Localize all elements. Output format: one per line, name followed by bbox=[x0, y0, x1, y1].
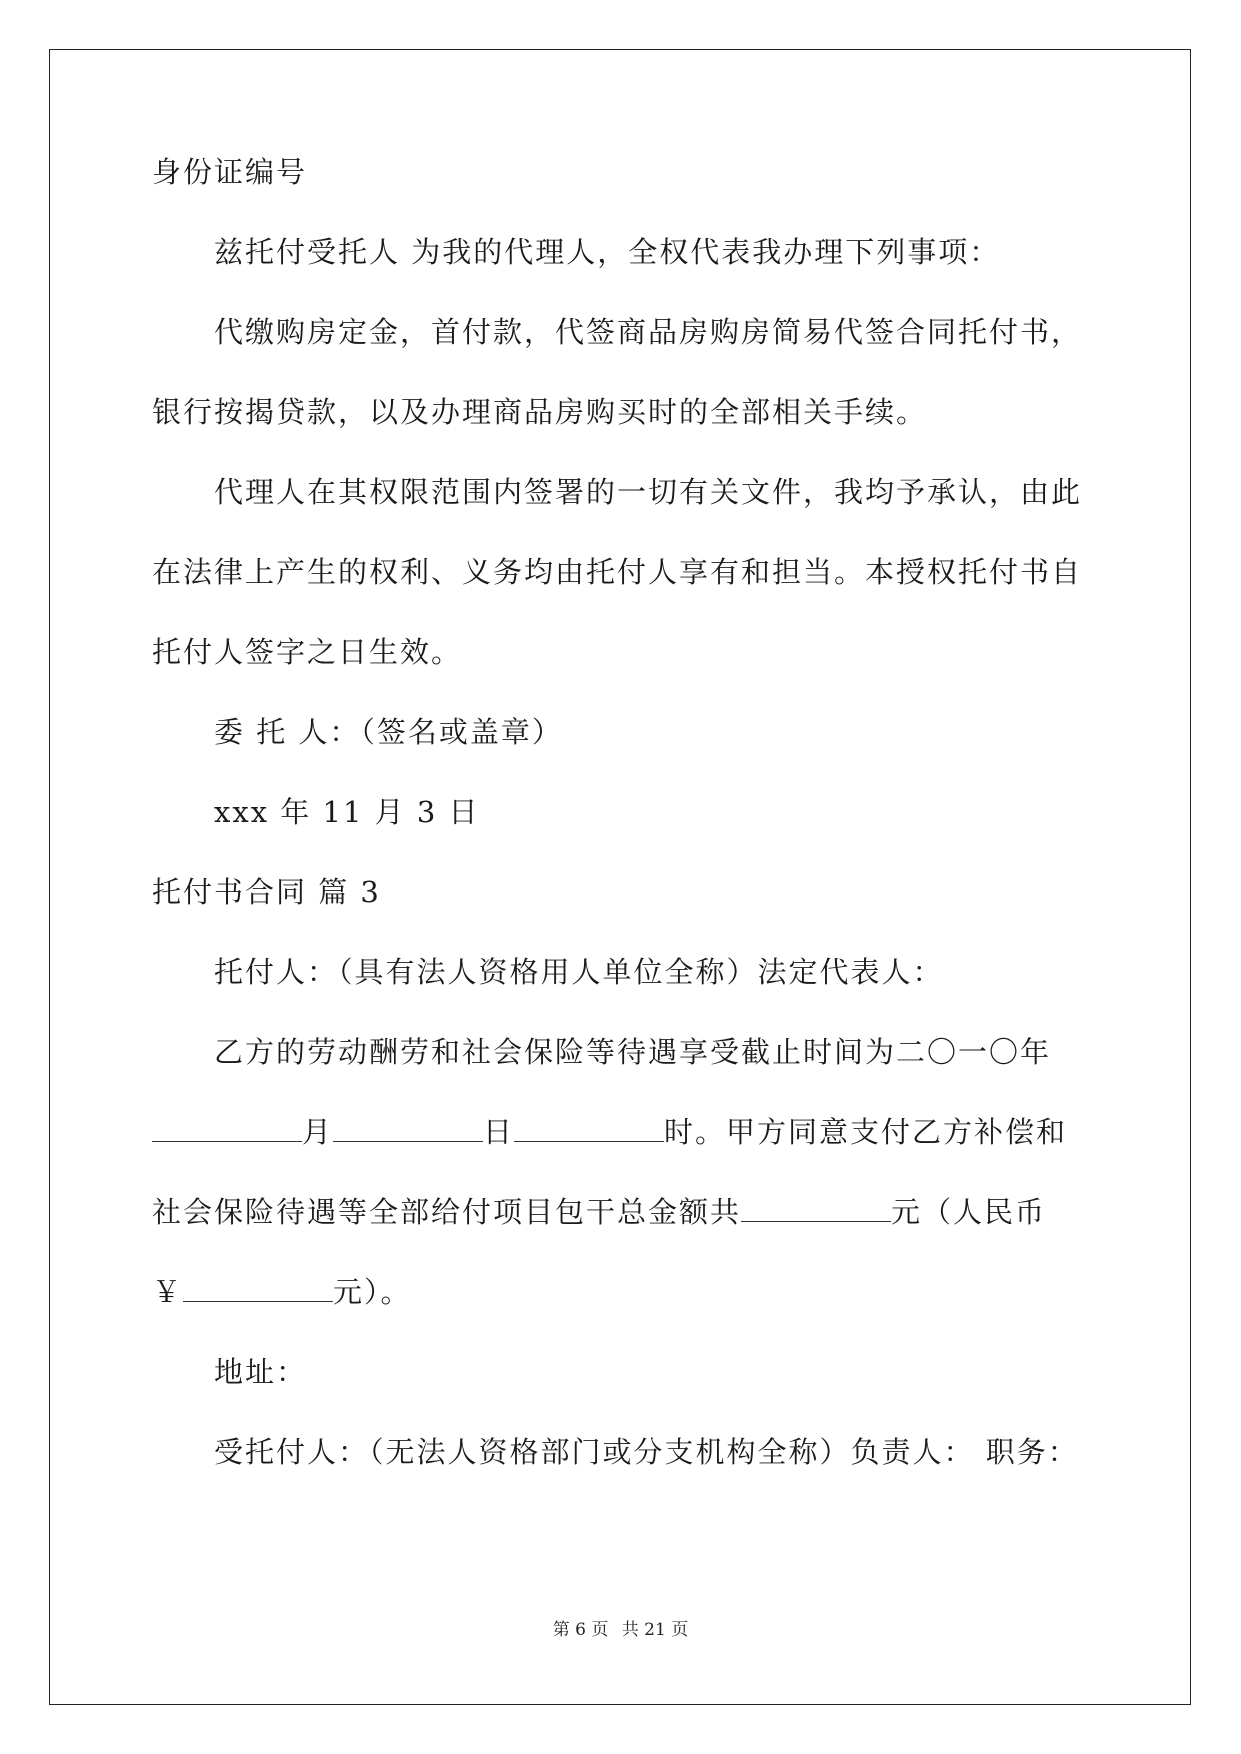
day-label: 日 bbox=[483, 1115, 515, 1149]
paragraph-matters-line-1: 代缴购房定金，首付款，代签商品房购房简易代签合同托付书， bbox=[214, 315, 1083, 349]
total-amount-label: 社会保险待遇等全部给付项目包干总金额共 bbox=[152, 1195, 742, 1229]
date-line: xxx 年 11 月 3 日 bbox=[214, 795, 480, 829]
paragraph-appoint-agent: 兹托付受托人 为我的代理人，全权代表我办理下列事项： bbox=[214, 235, 1001, 269]
paragraph-acknowledge-line-3: 托付人签字之日生效。 bbox=[152, 635, 463, 669]
principal-line: 托付人：（具有法人资格用人单位全称）法定代表人： bbox=[214, 955, 944, 989]
blank-day bbox=[333, 1113, 483, 1142]
month-label: 月 bbox=[302, 1115, 334, 1149]
section-heading: 托付书合同 篇 3 bbox=[152, 875, 381, 909]
address-label: 地址： bbox=[214, 1355, 308, 1389]
blank-month bbox=[152, 1113, 302, 1142]
paragraph-remuneration-line-2 bbox=[152, 1112, 1067, 1152]
paragraph-acknowledge-line-1: 代理人在其权限范围内签署的一切有关文件，我均予承认，由此 bbox=[214, 475, 1083, 509]
yuan-symbol: ￥ bbox=[152, 1275, 184, 1309]
paragraph-acknowledge-line-2: 在法律上产生的权利、义务均由托付人享有和担当。本授权托付书自 bbox=[152, 555, 1083, 589]
blank-amount-figures bbox=[183, 1273, 333, 1302]
paragraph-remuneration-line-1: 乙方的劳动酬劳和社会保险等待遇享受截止时间为二〇一〇年 bbox=[214, 1035, 1052, 1069]
page-total: 共 21 页 bbox=[621, 1620, 689, 1640]
id-number-label: 身份证编号 bbox=[152, 155, 308, 189]
paragraph-remuneration-line-3 bbox=[152, 1192, 1046, 1232]
blank-amount bbox=[741, 1193, 891, 1222]
yuan-close: 元）。 bbox=[333, 1275, 412, 1309]
hour-clause: 时。甲方同意支付乙方补偿和 bbox=[664, 1115, 1068, 1149]
agent-line: 受托付人：（无法人资格部门或分支机构全称）负责人： 职务： bbox=[214, 1435, 1079, 1469]
rmb-label: 元（人民币 bbox=[891, 1195, 1047, 1229]
paragraph-remuneration-line-4 bbox=[152, 1272, 412, 1312]
page-footer bbox=[0, 1615, 1241, 1640]
blank-hour bbox=[514, 1113, 664, 1142]
signature-line: 委 托 人：（签名或盖章） bbox=[214, 715, 563, 749]
paragraph-matters-line-2: 银行按揭贷款，以及办理商品房购买时的全部相关手续。 bbox=[152, 395, 928, 429]
page-number: 第 6 页 bbox=[552, 1620, 609, 1640]
